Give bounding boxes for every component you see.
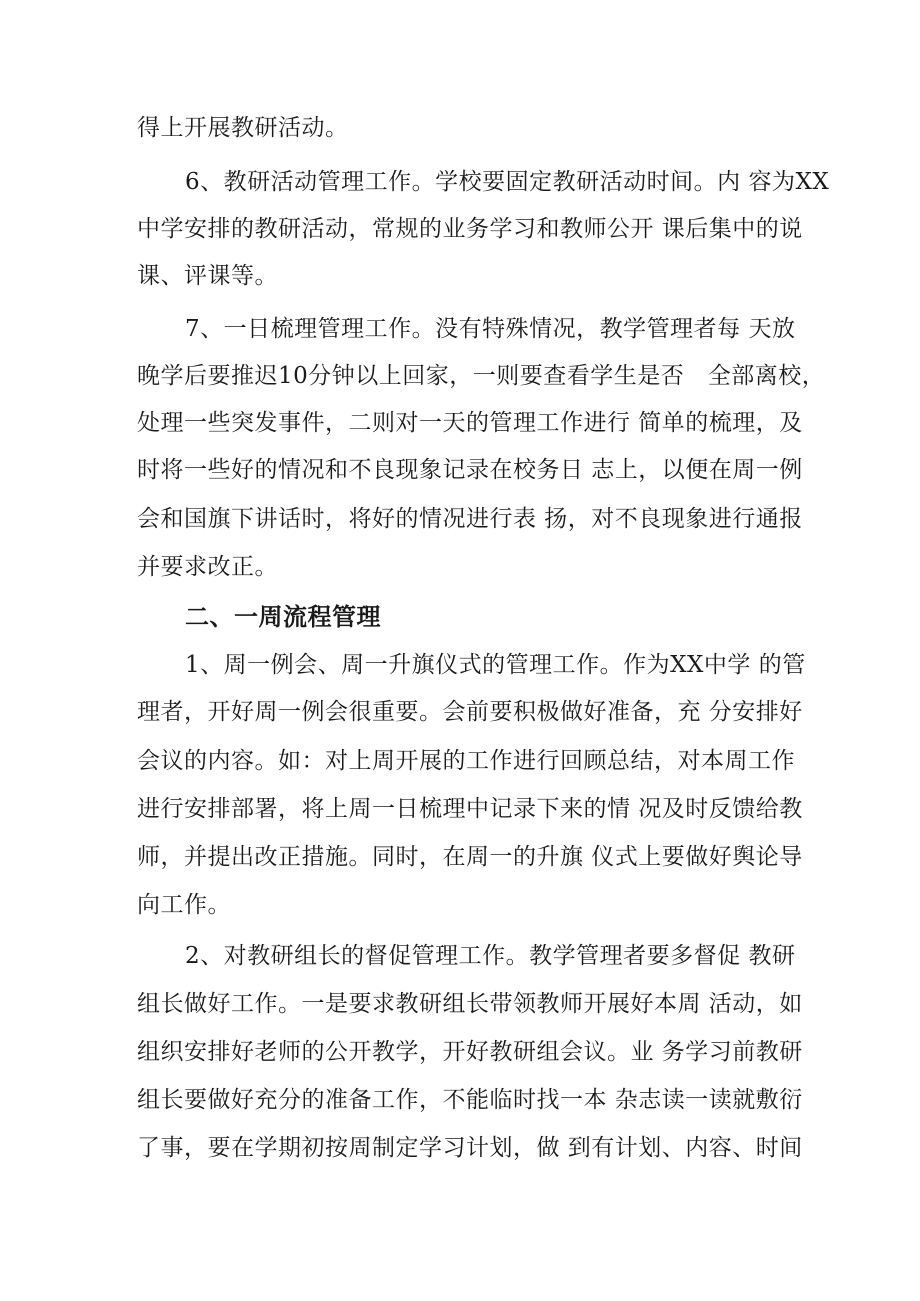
paragraph-line: 课、评课等。 [137, 263, 278, 289]
paragraph-line: 组织安排好老师的公开教学，开好教研组会议。业 务学习前教研 [137, 1039, 803, 1065]
paragraph-line: 了事，要在学期初按周制定学习计划，做 到有计划、内容、时间 [137, 1135, 803, 1161]
section-heading: 二、一周流程管理 [185, 603, 381, 631]
paragraph-line: 中学安排的教研活动，常规的业务学习和教师公开 课后集中的说 [137, 216, 803, 242]
paragraph-line: 组长要做好充分的准备工作，不能临时找一本 杂志读一读就敷衍 [137, 1087, 803, 1113]
paragraph-line: 并要求改正。 [137, 554, 278, 580]
paragraph-line: 理者，开好周一例会很重要。会前要积极做好准备，充 分安排好 [137, 699, 803, 725]
paragraph-line: 2、对教研组长的督促管理工作。教学管理者要多督促 教研 [185, 943, 796, 969]
paragraph-line: 7、一日梳理管理工作。没有特殊情况，教学管理者每 天放 [185, 316, 796, 342]
paragraph-line: 处理一些突发事件，二则对一天的管理工作进行 简单的梳理，及 [137, 410, 803, 436]
paragraph-line: 晚学后要推迟10分钟以上回家，一则要查看学生是否 全部离校， [137, 363, 826, 389]
paragraph-line: 会议的内容。如：对上周开展的工作进行回顾总结，对本周工作 [137, 748, 795, 774]
paragraph-line: 向工作。 [137, 892, 231, 918]
paragraph-line: 6、教研活动管理工作。学校要固定教研活动时间。内 容为XX [185, 169, 830, 195]
paragraph-line: 1、周一例会、周一升旗仪式的管理工作。作为XX中学 的管 [185, 652, 806, 678]
paragraph-line: 会和国旗下讲话时，将好的情况进行表 扬，对不良现象进行通报 [137, 506, 803, 532]
paragraph-line: 时将一些好的情况和不良现象记录在校务日 志上，以便在周一例 [137, 457, 803, 483]
paragraph-line: 得上开展教研活动。 [137, 115, 349, 141]
paragraph-line: 师，并提出改正措施。同时，在周一的升旗 仪式上要做好舆论导 [137, 844, 803, 870]
paragraph-line: 组长做好工作。一是要求教研组长带领教师开展好本周 活动，如 [137, 991, 803, 1017]
paragraph-line: 进行安排部署，将上周一日梳理中记录下来的情 况及时反馈给教 [137, 796, 803, 822]
